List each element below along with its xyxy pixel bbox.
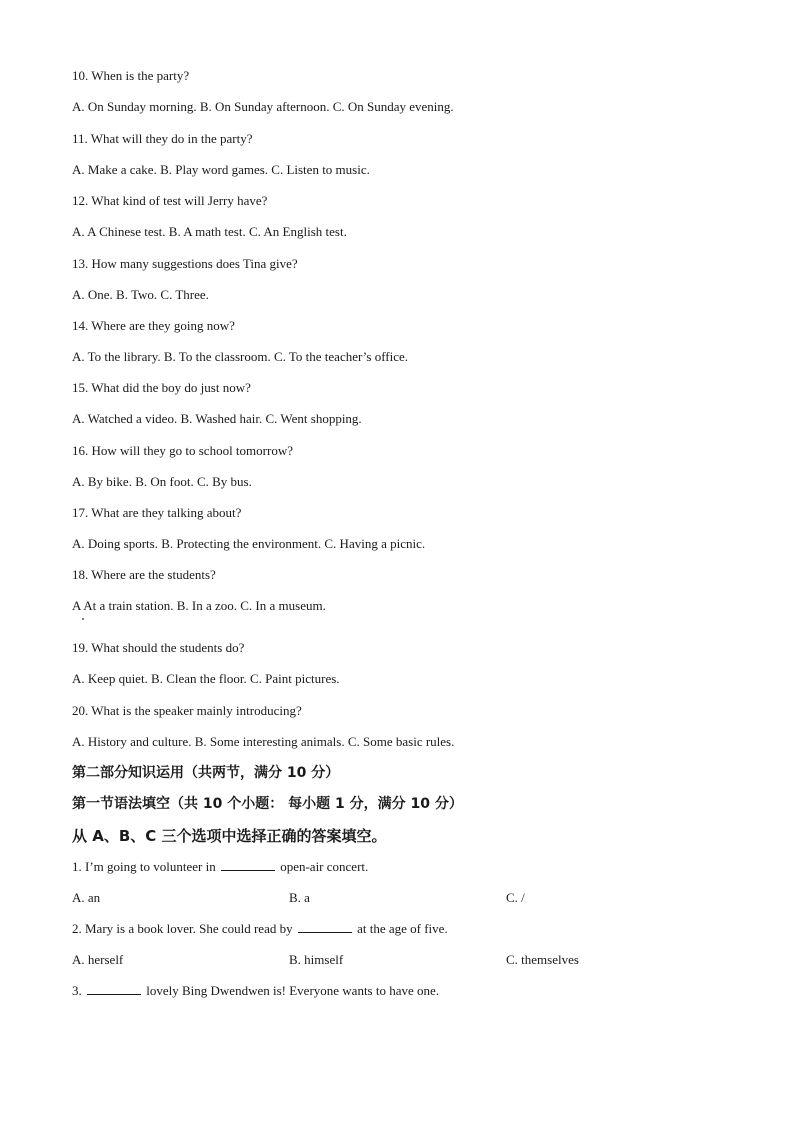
question-14-options: A. To the library. B. To the classroom. C. To the teacher’s office. <box>72 349 409 364</box>
stray-dot-mark <box>82 618 84 620</box>
grammar-question-1-option-c: C. / <box>506 890 525 905</box>
answer-blank <box>221 859 275 871</box>
question-12: 12. What kind of test will Jerry have? <box>72 193 268 208</box>
question-18: 18. Where are the students? <box>72 567 216 582</box>
grammar-question-1 <box>72 859 368 875</box>
answer-blank <box>298 921 352 933</box>
answer-blank <box>87 983 141 995</box>
instruction: 从 A、B、C 三个选项中选择正确的答案填空。 <box>72 827 387 845</box>
question-11-options: A. Make a cake. B. Play word games. C. Listen to music. <box>72 162 370 177</box>
question-16-options: A. By bike. B. On foot. C. By bus. <box>72 474 252 489</box>
question-15-options: A. Watched a video. B. Washed hair. C. Went shopping. <box>72 411 362 426</box>
grammar-question-1-stem: 1. I’m going to volunteer in <box>72 859 216 874</box>
grammar-question-3-tail: lovely Bing Dwendwen is! Everyone wants to have one. <box>146 983 440 998</box>
question-17-options: A. Doing sports. B. Protecting the environment. C. Having a picnic. <box>72 536 426 551</box>
grammar-question-1-option-a: A. an <box>72 890 101 905</box>
grammar-question-2-option-c: C. themselves <box>506 952 579 967</box>
question-10: 10. When is the party? <box>72 68 190 83</box>
grammar-question-2-stem: 2. Mary is a book lover. She could read by <box>72 921 293 936</box>
part-title: 第二部分知识运用（共两节，满分 10 分） <box>72 765 340 781</box>
grammar-question-2-option-a: A. herself <box>72 952 124 967</box>
grammar-question-2 <box>72 921 448 937</box>
question-18-options: A At a train station. B. In a zoo. C. In a museum. <box>72 598 326 613</box>
question-19-options: A. Keep quiet. B. Clean the floor. C. Paint pictures. <box>72 671 340 686</box>
question-20-options: A. History and culture. B. Some interesting animals. C. Some basic rules. <box>72 734 455 749</box>
grammar-question-3-stem: 3. <box>72 983 82 998</box>
grammar-question-1-option-b: B. a <box>289 890 310 905</box>
question-19: 19. What should the students do? <box>72 640 245 655</box>
grammar-question-2-tail: at the age of five. <box>357 921 448 936</box>
subsection-title: 第一节语法填空（共 10 个小题： 每小题 1 分，满分 10 分） <box>72 796 463 812</box>
question-11: 11. What will they do in the party? <box>72 131 253 146</box>
grammar-question-3 <box>72 983 439 999</box>
question-17: 17. What are they talking about? <box>72 505 242 520</box>
question-16: 16. How will they go to school tomorrow? <box>72 443 293 458</box>
question-10-options: A. On Sunday morning. B. On Sunday afternoon. C. On Sunday evening. <box>72 99 454 114</box>
question-20: 20. What is the speaker mainly introducing? <box>72 703 302 718</box>
grammar-question-1-tail: open-air concert. <box>280 859 369 874</box>
question-13-options: A. One. B. Two. C. Three. <box>72 287 209 302</box>
grammar-question-2-option-b: B. himself <box>289 952 344 967</box>
question-14: 14. Where are they going now? <box>72 318 235 333</box>
question-15: 15. What did the boy do just now? <box>72 380 251 395</box>
question-12-options: A. A Chinese test. B. A math test. C. An English test. <box>72 224 347 239</box>
question-13: 13. How many suggestions does Tina give? <box>72 256 298 271</box>
